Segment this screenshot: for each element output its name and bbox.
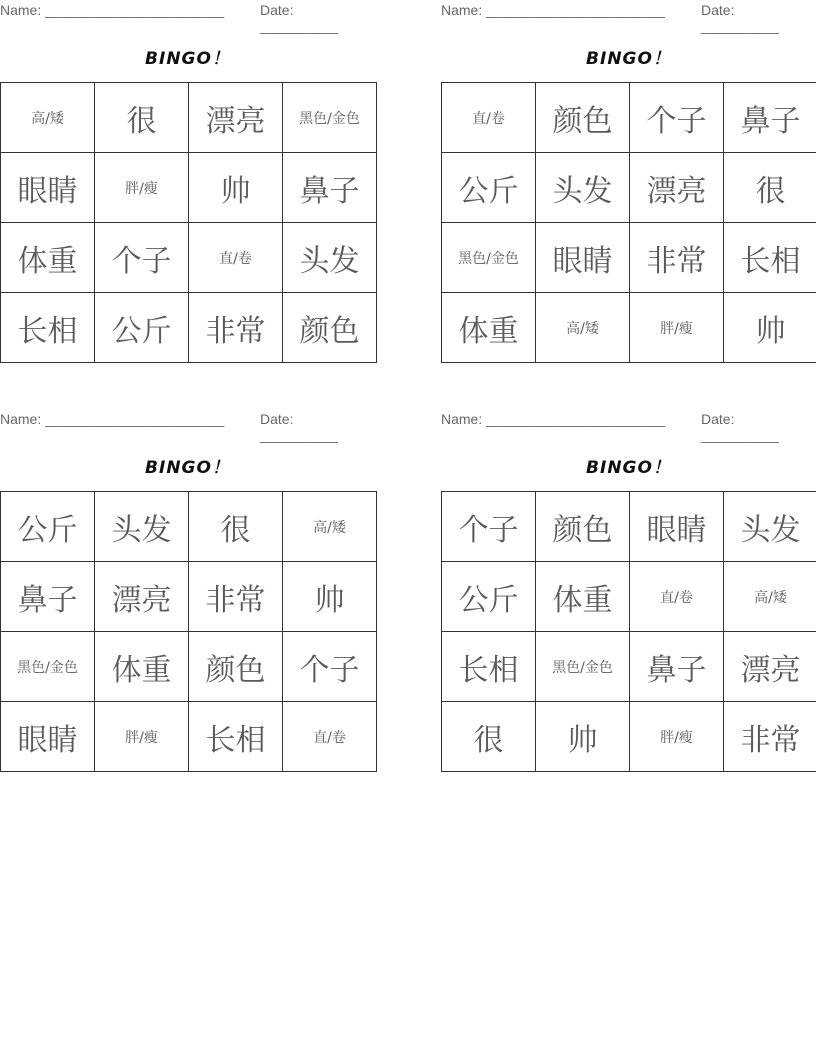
bingo-row (442, 562, 816, 632)
bingo-row (442, 492, 816, 562)
bingo-cell: 非常 (724, 702, 816, 772)
bingo-title: BINGO！ (145, 458, 230, 478)
bingo-cell: 胖/瘦 (95, 153, 189, 223)
card-header (0, 0, 375, 34)
bingo-row (1, 562, 377, 632)
date-line: Date: __________ (701, 411, 779, 443)
date-line: Date: __________ (260, 2, 338, 34)
bingo-row (442, 153, 816, 223)
bingo-cell: 个子 (630, 83, 724, 153)
card-header (0, 409, 375, 443)
date-line: Date: __________ (260, 411, 338, 443)
bingo-cell: 头发 (95, 492, 189, 562)
bingo-title: BINGO！ (145, 49, 230, 69)
bingo-cell: 很 (95, 83, 189, 153)
bingo-cell: 眼睛 (536, 223, 630, 293)
bingo-cell: 体重 (1, 223, 95, 293)
bingo-cell: 公斤 (442, 562, 536, 632)
bingo-cell: 头发 (283, 223, 377, 293)
name-line: Name: _______________________ (0, 2, 225, 18)
bingo-cell: 体重 (536, 562, 630, 632)
bingo-cell: 体重 (95, 632, 189, 702)
bingo-cell: 非常 (630, 223, 724, 293)
bingo-row (442, 632, 816, 702)
bingo-cell: 个子 (442, 492, 536, 562)
bingo-cell: 漂亮 (630, 153, 724, 223)
bingo-cell: 直/卷 (189, 223, 283, 293)
bingo-cell: 个子 (283, 632, 377, 702)
bingo-cell: 黑色/金色 (536, 632, 630, 702)
bingo-cell: 直/卷 (630, 562, 724, 632)
bingo-cell: 漂亮 (189, 83, 283, 153)
bingo-cell: 很 (189, 492, 283, 562)
bingo-cell: 胖/瘦 (630, 293, 724, 363)
bingo-cell: 眼睛 (630, 492, 724, 562)
bingo-cell: 公斤 (442, 153, 536, 223)
bingo-cell: 黑色/金色 (442, 223, 536, 293)
bingo-cell: 头发 (536, 153, 630, 223)
bingo-card (0, 409, 375, 772)
bingo-cell: 鼻子 (283, 153, 377, 223)
bingo-cell: 颜色 (536, 83, 630, 153)
bingo-cell: 很 (442, 702, 536, 772)
bingo-grid (0, 82, 377, 363)
bingo-cell: 胖/瘦 (95, 702, 189, 772)
bingo-row (442, 223, 816, 293)
bingo-row (1, 293, 377, 363)
bingo-cell: 鼻子 (724, 83, 816, 153)
bingo-cell: 个子 (95, 223, 189, 293)
bingo-cell: 很 (724, 153, 816, 223)
bingo-cell: 颜色 (536, 492, 630, 562)
bingo-cell: 眼睛 (1, 702, 95, 772)
name-line: Name: _______________________ (441, 411, 666, 427)
bingo-cell: 帅 (724, 293, 816, 363)
bingo-cell: 长相 (1, 293, 95, 363)
bingo-cell: 漂亮 (95, 562, 189, 632)
bingo-cell: 高/矮 (536, 293, 630, 363)
bingo-grid (441, 491, 816, 772)
bingo-cell: 非常 (189, 293, 283, 363)
bingo-cell: 颜色 (189, 632, 283, 702)
bingo-cell: 帅 (189, 153, 283, 223)
bingo-row (1, 153, 377, 223)
bingo-cell: 鼻子 (630, 632, 724, 702)
bingo-cell: 直/卷 (283, 702, 377, 772)
name-line: Name: _______________________ (0, 411, 225, 427)
card-header (441, 0, 816, 34)
bingo-row (1, 492, 377, 562)
bingo-title: BINGO！ (586, 458, 671, 478)
date-line: Date: __________ (701, 2, 779, 34)
bingo-row (442, 83, 816, 153)
bingo-row (1, 632, 377, 702)
bingo-cell: 长相 (189, 702, 283, 772)
bingo-cell: 高/矮 (283, 492, 377, 562)
bingo-title: BINGO！ (586, 49, 671, 69)
bingo-cell: 高/矮 (724, 562, 816, 632)
bingo-cell: 鼻子 (1, 562, 95, 632)
bingo-cell: 长相 (442, 632, 536, 702)
bingo-cell: 胖/瘦 (630, 702, 724, 772)
bingo-cell: 长相 (724, 223, 816, 293)
bingo-cell: 漂亮 (724, 632, 816, 702)
bingo-card (441, 0, 816, 363)
bingo-grid (0, 491, 377, 772)
bingo-cell: 公斤 (1, 492, 95, 562)
bingo-cell: 帅 (283, 562, 377, 632)
bingo-cell: 高/矮 (1, 83, 95, 153)
bingo-cell: 体重 (442, 293, 536, 363)
bingo-cell: 头发 (724, 492, 816, 562)
bingo-row (442, 293, 816, 363)
bingo-row (442, 702, 816, 772)
bingo-row (1, 223, 377, 293)
bingo-grid (441, 82, 816, 363)
bingo-cell: 眼睛 (1, 153, 95, 223)
bingo-card (441, 409, 816, 772)
bingo-cell: 帅 (536, 702, 630, 772)
bingo-cell: 公斤 (95, 293, 189, 363)
card-header (441, 409, 816, 443)
bingo-cell: 直/卷 (442, 83, 536, 153)
bingo-card (0, 0, 375, 363)
bingo-row (1, 83, 377, 153)
bingo-cell: 颜色 (283, 293, 377, 363)
bingo-cell: 非常 (189, 562, 283, 632)
bingo-cell: 黑色/金色 (1, 632, 95, 702)
bingo-cell: 黑色/金色 (283, 83, 377, 153)
bingo-row (1, 702, 377, 772)
name-line: Name: _______________________ (441, 2, 666, 18)
